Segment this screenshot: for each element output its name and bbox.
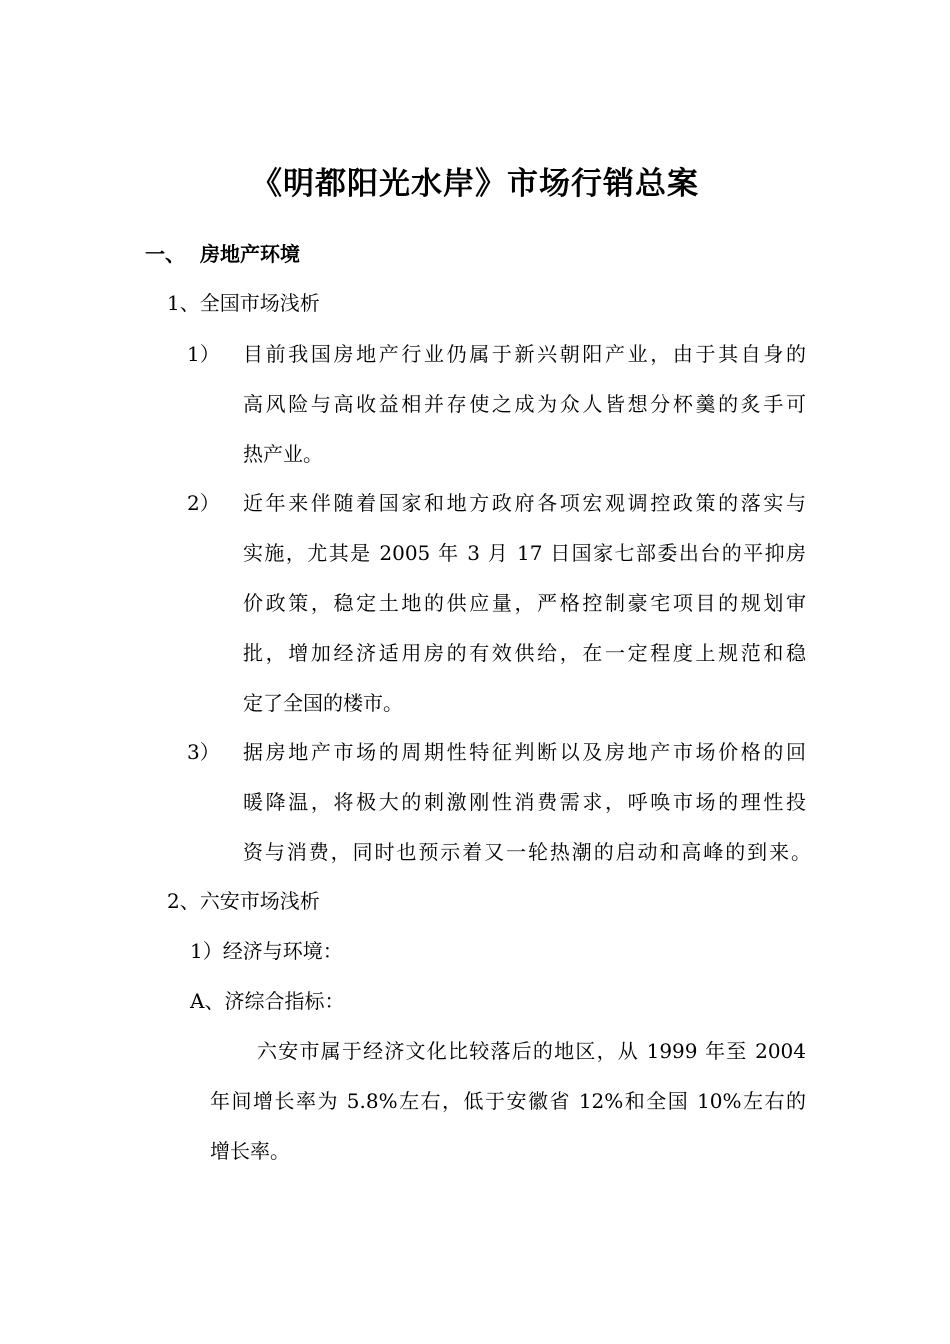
paragraph-line: 增长率。 [210,1139,290,1163]
list-item-marker: 1） [187,342,220,366]
list-item-line: 高风险与高收益相并存使之成为众人皆想分杯羹的炙手可 [243,392,806,416]
document-title: 《明都阳光水岸》市场行销总案 [251,166,699,202]
subsection-item: 1）经济与环境： [190,939,343,963]
list-item-line: 资与消费，同时也预示着又一轮热潮的启动和高峰的到来。 [243,840,811,864]
paragraph-line: 年间增长率为 5.8%左右，低于安徽省 12%和全国 10%左右的 [210,1089,806,1113]
subsection-heading: 2、六安市场浅析 [167,889,320,913]
list-item-line: 批，增加经济适用房的有效供给，在一定程度上规范和稳 [243,641,806,665]
list-item-line: 定了全国的楼市。 [243,691,403,715]
list-item-marker: 3） [187,740,220,764]
subsection-heading: 1、全国市场浅析 [167,291,320,315]
subsection-item: A、济综合指标： [190,989,345,1013]
list-item-marker: 2） [187,491,220,515]
list-item-line: 热产业。 [243,442,323,466]
list-item-line: 据房地产市场的周期性特征判断以及房地产市场价格的回 [243,740,806,764]
list-item-line: 目前我国房地产行业仍属于新兴朝阳产业，由于其自身的 [243,342,806,366]
list-item-line: 近年来伴随着国家和地方政府各项宏观调控政策的落实与 [243,491,806,515]
list-item-line: 实施，尤其是 2005 年 3 月 17 日国家七部委出台的平抑房 [243,541,806,565]
paragraph-line: 六安市属于经济文化比较落后的地区，从 1999 年至 2004 [257,1039,806,1063]
section-number: 一、 [145,242,185,266]
list-item-line: 价政策，稳定土地的供应量，严格控制豪宅项目的规划审 [243,591,806,615]
section-heading: 房地产环境 [200,242,300,266]
list-item-line: 暖降温，将极大的刺激刚性消费需求，呼唤市场的理性投 [243,790,806,814]
